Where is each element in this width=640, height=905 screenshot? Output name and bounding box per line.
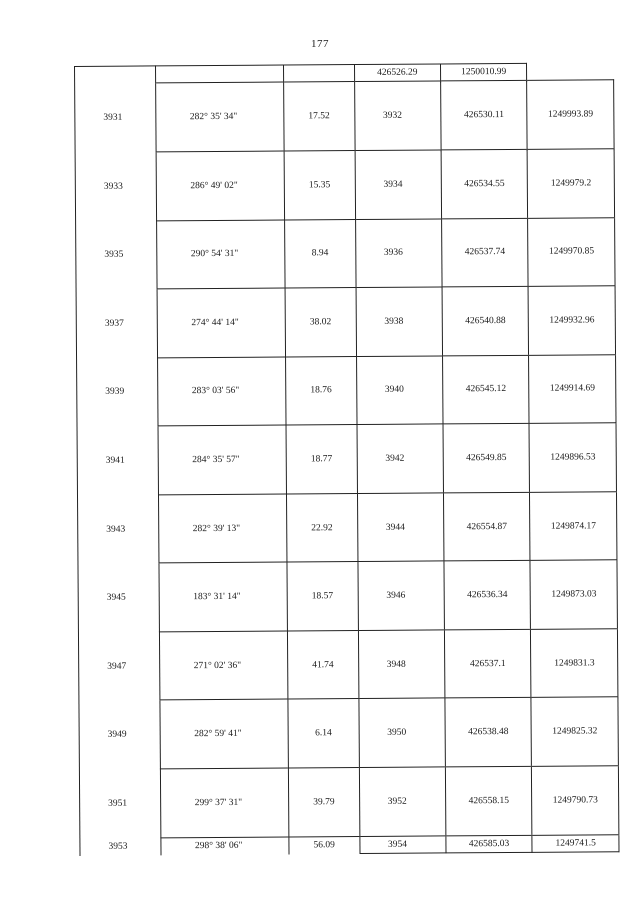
distance-cell: 18.76 (285, 356, 356, 425)
point-number-cell: 3951 (79, 769, 160, 838)
bearing-cell: 183° 31' 14" (159, 562, 288, 631)
point-number-cell: 3943 (77, 495, 158, 564)
y-coordinate-cell: 1249970.85 (528, 217, 615, 286)
y-coordinate-cell: 1249979.2 (527, 149, 614, 218)
point-number-cell: 3938 (356, 287, 443, 356)
x-coordinate-cell: 426534.55 (441, 149, 528, 218)
bearing-cell: 298° 38' 06" (160, 837, 289, 855)
distance-cell: 17.52 (284, 82, 355, 151)
bearing-cell: 282° 59' 41" (159, 699, 288, 768)
x-coordinate-cell: 426549.85 (443, 424, 530, 493)
y-coordinate-cell: 1249825.32 (531, 697, 618, 766)
point-number-cell: 3954 (359, 835, 445, 853)
bearing-cell: 283° 03' 56" (157, 357, 286, 426)
point-number-cell: 3936 (355, 218, 442, 287)
distance-cell: 18.77 (286, 425, 357, 494)
point-number-cell: 3942 (357, 424, 444, 493)
y-coordinate-cell: 1249873.03 (530, 560, 617, 629)
point-number-cell: 3953 (80, 837, 161, 855)
point-number-cell: 3947 (78, 632, 159, 701)
distance-cell: 56.09 (289, 836, 360, 854)
bearing-cell: 299° 37' 31" (160, 768, 289, 838)
distance-cell: 41.74 (287, 630, 358, 699)
y-coordinate-cell: 1249932.96 (528, 286, 615, 355)
point-number-cell: 3933 (75, 152, 156, 221)
point-number-cell: 3944 (357, 493, 444, 562)
point-number-cell: 3941 (77, 426, 158, 495)
point-number-cell: 3934 (355, 150, 442, 219)
survey-table-body (75, 63, 619, 856)
x-coordinate-cell: 426537.74 (441, 218, 528, 287)
bearing-cell: 284° 35' 57" (158, 425, 287, 494)
x-coordinate-cell: 426558.15 (445, 766, 532, 835)
y-coordinate-cell: 1250010.99 (440, 63, 527, 81)
y-coordinate-cell: 1249790.73 (532, 766, 619, 835)
point-number-cell: 3946 (358, 561, 445, 630)
point-number-cell: 3952 (359, 767, 446, 836)
x-coordinate-cell: 426526.29 (354, 64, 440, 82)
distance-cell: 18.57 (287, 562, 358, 631)
point-number-cell: 3940 (356, 356, 443, 425)
point-number-cell: 3937 (76, 289, 157, 358)
bearing-cell: 290° 54' 31" (156, 220, 285, 289)
y-coordinate-cell: 1249993.89 (527, 80, 614, 149)
point-number-cell: 3932 (354, 81, 441, 150)
bearing-cell: 286° 49' 02" (156, 151, 285, 220)
distance-cell: 6.14 (288, 699, 359, 768)
point-number-cell: 3935 (76, 220, 157, 289)
bearing-cell: 282° 39' 13" (158, 494, 287, 563)
x-coordinate-cell: 426585.03 (446, 835, 533, 853)
x-coordinate-cell: 426540.88 (442, 286, 529, 355)
y-coordinate-cell: 1249874.17 (530, 491, 617, 560)
bearing-cell (155, 65, 284, 83)
x-coordinate-cell: 426538.48 (445, 698, 532, 767)
point-number-cell (75, 66, 156, 84)
point-number-cell: 3945 (78, 563, 159, 632)
distance-cell: 39.79 (288, 767, 359, 836)
y-coordinate-cell: 1249831.3 (531, 629, 618, 698)
x-coordinate-cell: 426545.12 (442, 355, 529, 424)
point-number-cell: 3939 (77, 358, 158, 427)
distance-cell: 15.35 (284, 151, 355, 220)
survey-coordinates-table (74, 62, 620, 856)
bearing-cell: 274° 44' 14" (157, 288, 286, 357)
bearing-cell: 271° 02' 36" (159, 631, 288, 700)
page-number: 177 (311, 38, 329, 50)
distance-cell: 8.94 (284, 219, 355, 288)
distance-cell: 22.92 (286, 493, 357, 562)
y-coordinate-cell: 1249914.69 (529, 354, 616, 423)
x-coordinate-cell: 426537.1 (444, 629, 531, 698)
bearing-cell: 282° 35' 34" (155, 82, 284, 151)
x-coordinate-cell: 426530.11 (440, 81, 527, 150)
point-number-cell: 3950 (359, 698, 446, 767)
y-coordinate-cell: 1249896.53 (529, 423, 616, 492)
y-coordinate-cell: 1249741.5 (532, 834, 619, 852)
point-number-cell: 3948 (358, 630, 445, 699)
distance-cell (283, 65, 354, 83)
point-number-cell: 3949 (79, 700, 160, 769)
x-coordinate-cell: 426536.34 (444, 561, 531, 630)
point-number-cell: 3931 (75, 83, 156, 152)
distance-cell: 38.02 (285, 288, 356, 357)
x-coordinate-cell: 426554.87 (443, 492, 530, 561)
